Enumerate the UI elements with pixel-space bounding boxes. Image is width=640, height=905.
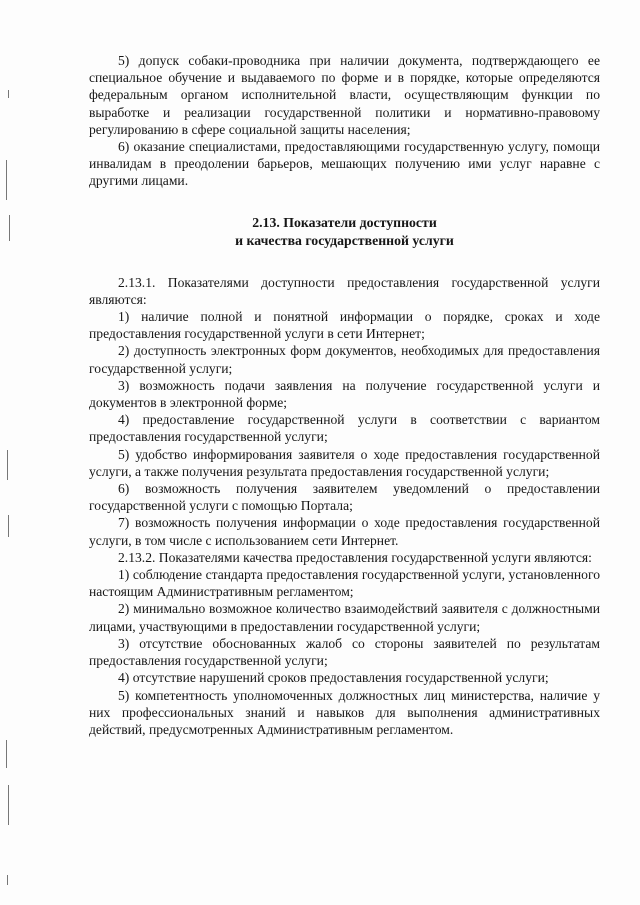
paragraph-2-13-2: 2.13.2. Показателями качества предоставления государственной услуги являются: xyxy=(118,549,592,565)
list-item: 2) доступность электронных форм документов, необходимых для предоставления государственной услуги; xyxy=(89,343,600,376)
list-item: 1) соблюдение стандарта предоставления государственной услуги, установленного настоящим Административным регламентом; xyxy=(89,567,600,600)
document-body xyxy=(89,52,600,738)
paragraph-item-6-specialist-help: 6) оказание специалистами, предоставляющими государственную услугу, помощи инвалидам в преодолении барьеров, мешающих получению ими услуг наравне с другими лицами. xyxy=(89,139,600,189)
paragraph-2-13-1: 2.13.1. Показателями доступности предоставления государственной услуги являются: xyxy=(89,274,600,307)
list-item: 3) отсутствие обоснованных жалоб со стороны заявителей по результатам предоставления государственной услуги; xyxy=(89,635,600,669)
list-item: 5) компетентность уполномоченных должностных лиц министерства, наличие у них профессиональных знаний и навыков для выполнения административных действий, предусмотренных Административным регламентом. xyxy=(89,687,600,737)
heading-line-1: 2.13. Показатели доступности xyxy=(252,214,437,230)
list-item: 1) наличие полной и понятной информации о порядке, сроках и ходе предоставления государственной услуги в сети Интернет; xyxy=(89,309,600,342)
list-item: 4) отсутствие нарушений сроков предоставления государственной услуги; xyxy=(118,670,549,686)
heading-line-2: и качества государственной услуги xyxy=(235,232,454,248)
list-item: 4) предоставление государственной услуги в соответствии с вариантом предоставления государственной услуги; xyxy=(89,412,600,445)
list-item: 3) возможность подачи заявления на получение государственной услуги и документов в электронной форме; xyxy=(89,377,600,411)
section-heading xyxy=(89,214,600,250)
list-item: 5) удобство информирования заявителя о ходе предоставления государственной услуги, а также получения результата предоставления государственной услуги; xyxy=(89,446,600,479)
list-item: 7) возможность получения информации о ходе предоставления государственной услуги, в том числе с использованием сети Интернет. xyxy=(89,515,600,548)
list-item: 2) минимально возможное количество взаимодействий заявителя с должностными лицами, участвующими в предоставлении государственной услуги; xyxy=(89,601,600,634)
scan-margin-artifacts xyxy=(0,0,14,905)
list-item: 6) возможность получения заявителем уведомлений о предоставлении государственной услуги с помощью Портала; xyxy=(89,481,600,514)
paragraph-item-5-guide-dog: 5) допуск собаки-проводника при наличии документа, подтверждающего ее специальное обучение и выдаваемого по форме и в порядке, которые определяются федеральным органом исполнительной власти, осуществляющим функции по выработке и реализации государственной политики и нормативно-правовому регулированию в сфере социальной защиты населения; xyxy=(89,53,600,137)
